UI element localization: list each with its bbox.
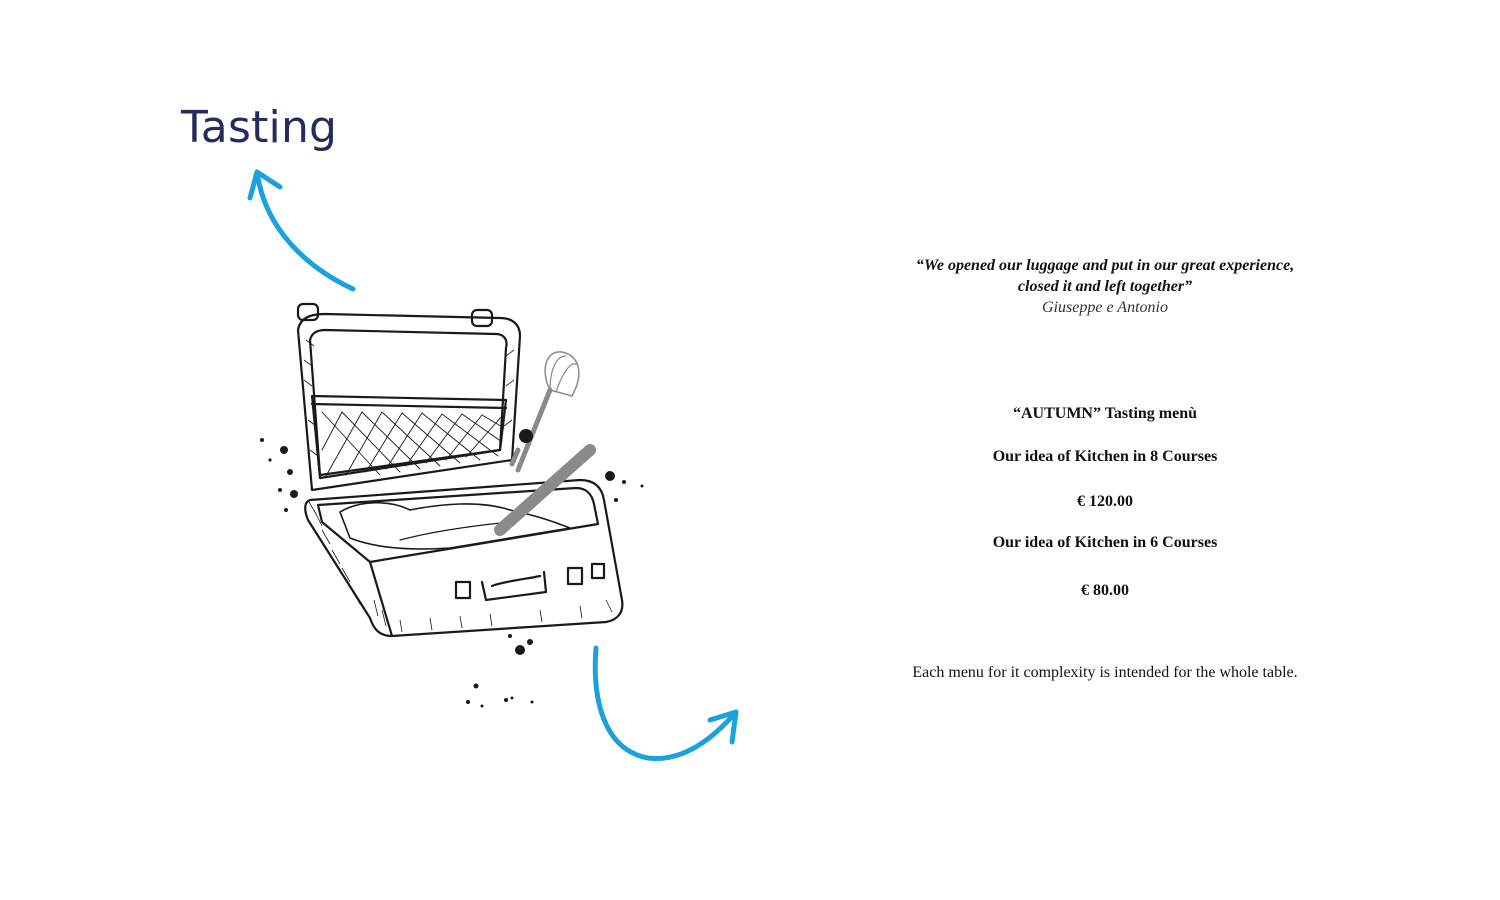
course-price-6: € 80.00 bbox=[1081, 582, 1129, 599]
course-price-8: € 120.00 bbox=[1077, 493, 1133, 510]
page-title: Tasting bbox=[181, 102, 338, 153]
quote-line-2: closed it and left together” bbox=[1017, 278, 1193, 295]
course-option-8: Our idea of Kitchen in 8 Courses bbox=[992, 448, 1218, 465]
course-option-6: Our idea of Kitchen in 6 Courses bbox=[992, 534, 1218, 551]
menu-title: “AUTUMN” Tasting menù bbox=[1012, 405, 1198, 422]
quote-author: Giuseppe e Antonio bbox=[1042, 299, 1168, 316]
curved-arrow-up-icon bbox=[230, 160, 370, 300]
curved-arrow-right-icon bbox=[580, 640, 750, 770]
quote-block bbox=[860, 255, 1350, 318]
menu-note: Each menu for it complexity is intended for the whole table. bbox=[912, 664, 1298, 681]
quote-line-1: “We opened our luggage and put in our great experience, bbox=[915, 257, 1295, 274]
